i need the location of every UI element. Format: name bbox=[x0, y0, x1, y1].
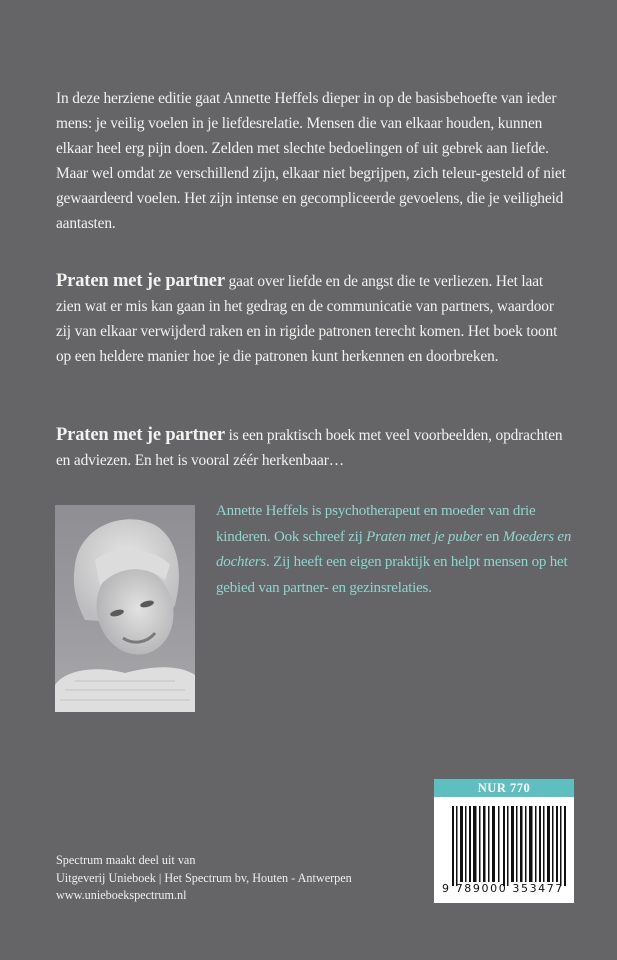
publisher-website: www.unieboekspectrum.nl bbox=[56, 888, 187, 902]
summary-text: is een praktisch boek met veel voorbeelden, opdrachten en adviezen. En het is vooral zéér herkenbaar… bbox=[56, 427, 563, 469]
bio-text-3: . Zij heeft een eigen praktijk en helpt mensen op het gebied van partner- en gezinsrelaties. bbox=[216, 554, 568, 596]
publisher-line-1: Spectrum maakt deel uit van bbox=[56, 853, 196, 867]
book-title-moeders: Moeders en dochters bbox=[216, 528, 572, 570]
description-paragraph bbox=[56, 269, 568, 369]
publisher-line-2: Uitgeverij Unieboek | Het Spectrum bv, Houten - Antwerpen bbox=[56, 870, 352, 885]
book-title-lead: Praten met je partner bbox=[56, 425, 225, 445]
bio-text-2: en bbox=[481, 528, 503, 545]
intro-paragraph bbox=[56, 86, 568, 236]
nur-label: NUR 770 bbox=[434, 779, 574, 797]
author-portrait-icon bbox=[55, 505, 195, 712]
description-text: gaat over liefde en de angst die te verliezen. Het laat zien wat er mis kan gaan in het gedrag en de communicatie van partners, waardoor zij van elkaar verwijderd raken en in rigide patronen terecht komen. Het boek toont op een heldere manier hoe je die patronen kunt herkennen en doorbreken. bbox=[56, 273, 558, 365]
bio-text-1: Annette Heffels is psychotherapeut en moeder van drie kinderen. Ook schreef zij bbox=[216, 503, 536, 545]
book-title-puber: Praten met je puber bbox=[366, 528, 482, 545]
isbn-number: 9 789000 353477 bbox=[442, 882, 564, 895]
barcode-box bbox=[434, 779, 574, 903]
summary-paragraph bbox=[56, 423, 568, 473]
author-photo bbox=[55, 505, 195, 712]
intro-text: In deze herziene editie gaat Annette Heffels dieper in op de basisbehoefte van ieder mens: je veilig voelen in je liefdesrelatie. Mensen die van elkaar houden, kunnen elkaar heel erg pijn doen. Zelden met slechte bedoelingen of uit gebrek aan liefde. Maar wel omdat ze verschillend zijn, elkaar niet begrijpen, zich teleur-gesteld of niet gewaardeerd voelen. Het zijn intense en gecompliceerde gevoelens, die je veiligheid aantasten. bbox=[56, 90, 566, 232]
book-title-lead: Praten met je partner bbox=[56, 271, 225, 291]
publisher-info bbox=[56, 852, 352, 905]
author-bio bbox=[216, 499, 586, 601]
barcode-icon bbox=[452, 806, 566, 886]
